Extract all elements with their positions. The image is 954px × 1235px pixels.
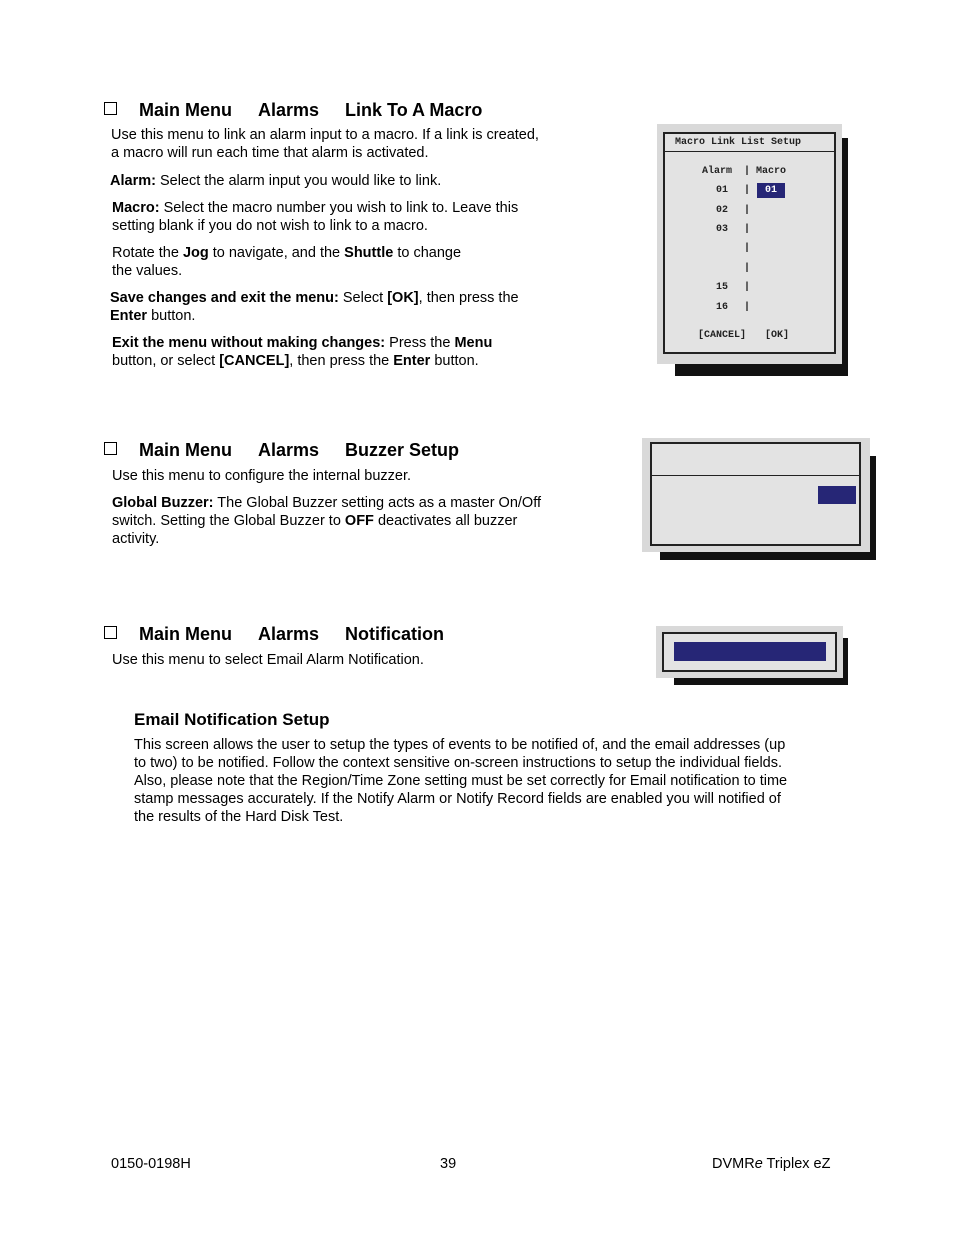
alarm-row-value: 16 — [716, 302, 729, 313]
checkbox-bullet-icon — [104, 626, 117, 639]
alarm-description: Alarm: Select the alarm input you would like to link. — [110, 173, 442, 189]
screen-title: Macro Link List Setup — [675, 137, 802, 148]
screen-frame — [650, 442, 861, 546]
footer-page-number: 39 — [440, 1156, 457, 1172]
exit-instructions: Exit the menu without making changes: Press the Menu button, or select [CANCEL], then press the Enter button. — [112, 335, 493, 369]
row-separator: | — [744, 243, 751, 254]
row-separator: | — [744, 205, 751, 216]
ok-button[interactable]: [OK] — [765, 330, 790, 341]
section-heading-notification: Main Menu Alarms Notification — [104, 624, 444, 645]
column-header-alarm: Alarm — [702, 166, 733, 177]
notification-intro: Use this menu to select Email Alarm Notification. — [112, 652, 424, 668]
save-instructions: Save changes and exit the menu: Select [OK], then press the Enter button. — [110, 290, 519, 324]
notification-screen — [656, 626, 843, 678]
checkbox-bullet-icon — [104, 102, 117, 115]
intro-paragraph: Use this menu to link an alarm input to a macro. If a link is created, a macro will run each time that alarm is activated. — [111, 127, 539, 161]
screen-title-divider — [652, 475, 859, 476]
column-header-macro: Macro — [756, 166, 787, 177]
row-separator: | — [744, 282, 751, 293]
row-separator: | — [744, 185, 751, 196]
alarm-row-value: 15 — [716, 282, 729, 293]
section-heading-buzzer-setup: Main Menu Alarms Buzzer Setup — [104, 440, 459, 461]
macro-value-selected[interactable]: 01 — [757, 183, 785, 198]
macro-link-screen — [657, 124, 842, 364]
section-heading-link-to-macro: Main Menu Alarms Link To A Macro — [104, 100, 482, 121]
notification-menu-item-selected[interactable] — [674, 642, 826, 661]
rotate-instructions: Rotate the Jog to navigate, and the Shuttle to change the values. — [112, 245, 462, 279]
buzzer-intro: Use this menu to configure the internal buzzer. — [112, 468, 412, 484]
email-setup-paragraph: This screen allows the user to setup the types of events to be notified of, and the email addresses (up to two) to be notified. Follow the context sensitive on-screen instructions to setup the individual fields. Also, please note that the Region/Time Zone setting must be set correctly for Email notification to time stamp messages accurately. If the Notify Alarm or Notify Record fields are enabled you will notified of the results of the Hard Disk Test. — [134, 737, 788, 825]
buzzer-screen — [642, 438, 870, 552]
macro-description: Macro: Select the macro number you wish to link to. Leave this setting blank if you do not wish to link to a macro. — [112, 200, 519, 234]
screen-title-bar — [665, 134, 834, 152]
screen-frame — [662, 632, 837, 672]
screen-frame — [663, 132, 836, 354]
global-buzzer-description: Global Buzzer: The Global Buzzer setting acts as a master On/Off switch. Setting the Global Buzzer to OFF deactivates all buzzer activity. — [112, 495, 541, 547]
footer-doc-number: 0150-0198H — [111, 1156, 191, 1172]
column-separator: | — [744, 166, 751, 177]
alarm-row-value: 02 — [716, 205, 729, 216]
alarm-row-value: 03 — [716, 224, 729, 235]
cancel-button[interactable]: [CANCEL] — [698, 330, 747, 341]
row-separator: | — [744, 263, 751, 274]
row-separator: | — [744, 302, 751, 313]
checkbox-bullet-icon — [104, 442, 117, 455]
footer-product-name: DVMRe Triplex eZ — [712, 1156, 831, 1172]
row-separator: | — [744, 224, 751, 235]
email-setup-title: Email Notification Setup — [134, 710, 330, 729]
buzzer-setting-selected[interactable] — [818, 486, 856, 504]
alarm-row-value: 01 — [716, 185, 729, 196]
